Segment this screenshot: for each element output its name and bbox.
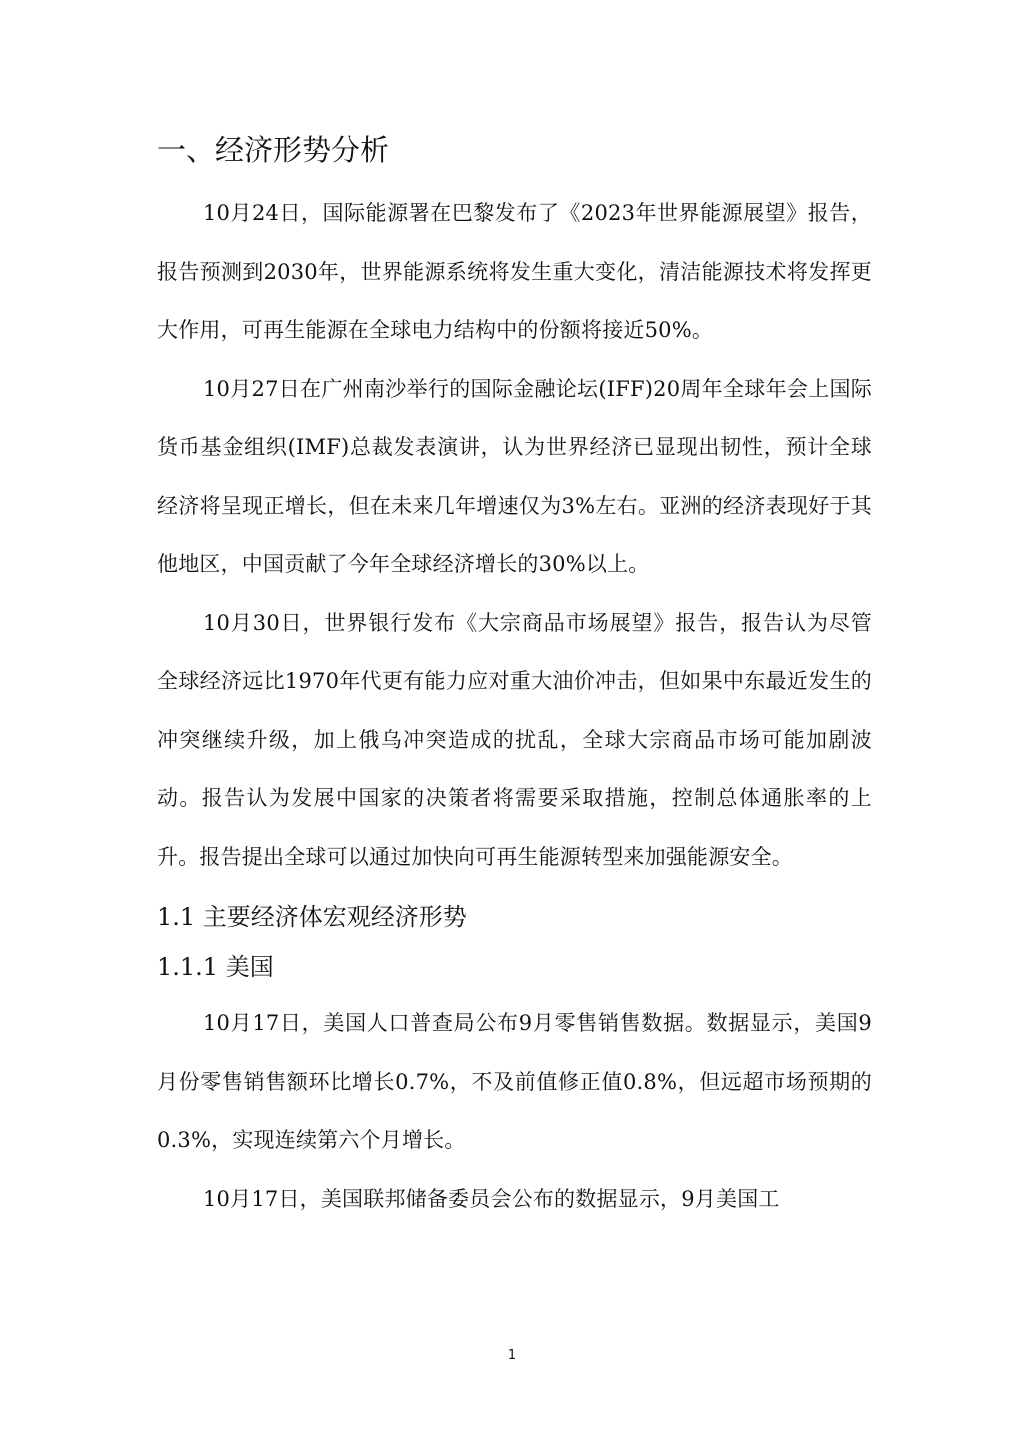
page-content bbox=[157, 128, 872, 1228]
main-heading: 一、经济形势分析 bbox=[157, 133, 390, 167]
section-heading-1-1-1: 1.1.1 美国 bbox=[157, 953, 274, 981]
paragraph-us-retail: 10月17日，美国人口普查局公布9月零售销售数据。数据显示，美国9月份零售销售额环比增长0.7%，不及前值修正值0.8%，但远超市场预期的0.3%，实现连续第六个月增长。 bbox=[157, 1011, 872, 1152]
paragraph-iea-outlook: 10月24日，国际能源署在巴黎发布了《2023年世界能源展望》报告，报告预测到2030年，世界能源系统将发生重大变化，清洁能源技术将发挥更大作用，可再生能源在全球电力结构中的份额将接近50%。 bbox=[157, 201, 872, 342]
paragraph-world-bank: 10月30日，世界银行发布《大宗商品市场展望》报告，报告认为尽管全球经济远比1970年代更有能力应对重大油价冲击，但如果中东最近发生的冲突继续升级，加上俄乌冲突造成的扰乱，全球大宗商品市场可能加剧波动。报告认为发展中国家的决策者将需要采取措施，控制总体通胀率的上升。报告提出全球可以通过加快向可再生能源转型来加强能源安全。 bbox=[157, 610, 872, 869]
page-number: 1 bbox=[507, 1348, 517, 1363]
paragraph-iff-imf: 10月27日在广州南沙举行的国际金融论坛(IFF)20周年全球年会上国际货币基金组织(IMF)总裁发表演讲，认为世界经济已显现出韧性，预计全球经济将呈现正增长，但在未来几年增速仅为3%左右。亚洲的经济表现好于其他地区，中国贡献了今年全球经济增长的30%以上。 bbox=[157, 376, 872, 576]
section-heading-1-1: 1.1 主要经济体宏观经济形势 bbox=[157, 903, 467, 931]
paragraph-us-fed: 10月17日，美国联邦储备委员会公布的数据显示，9月美国工 bbox=[203, 1186, 780, 1211]
